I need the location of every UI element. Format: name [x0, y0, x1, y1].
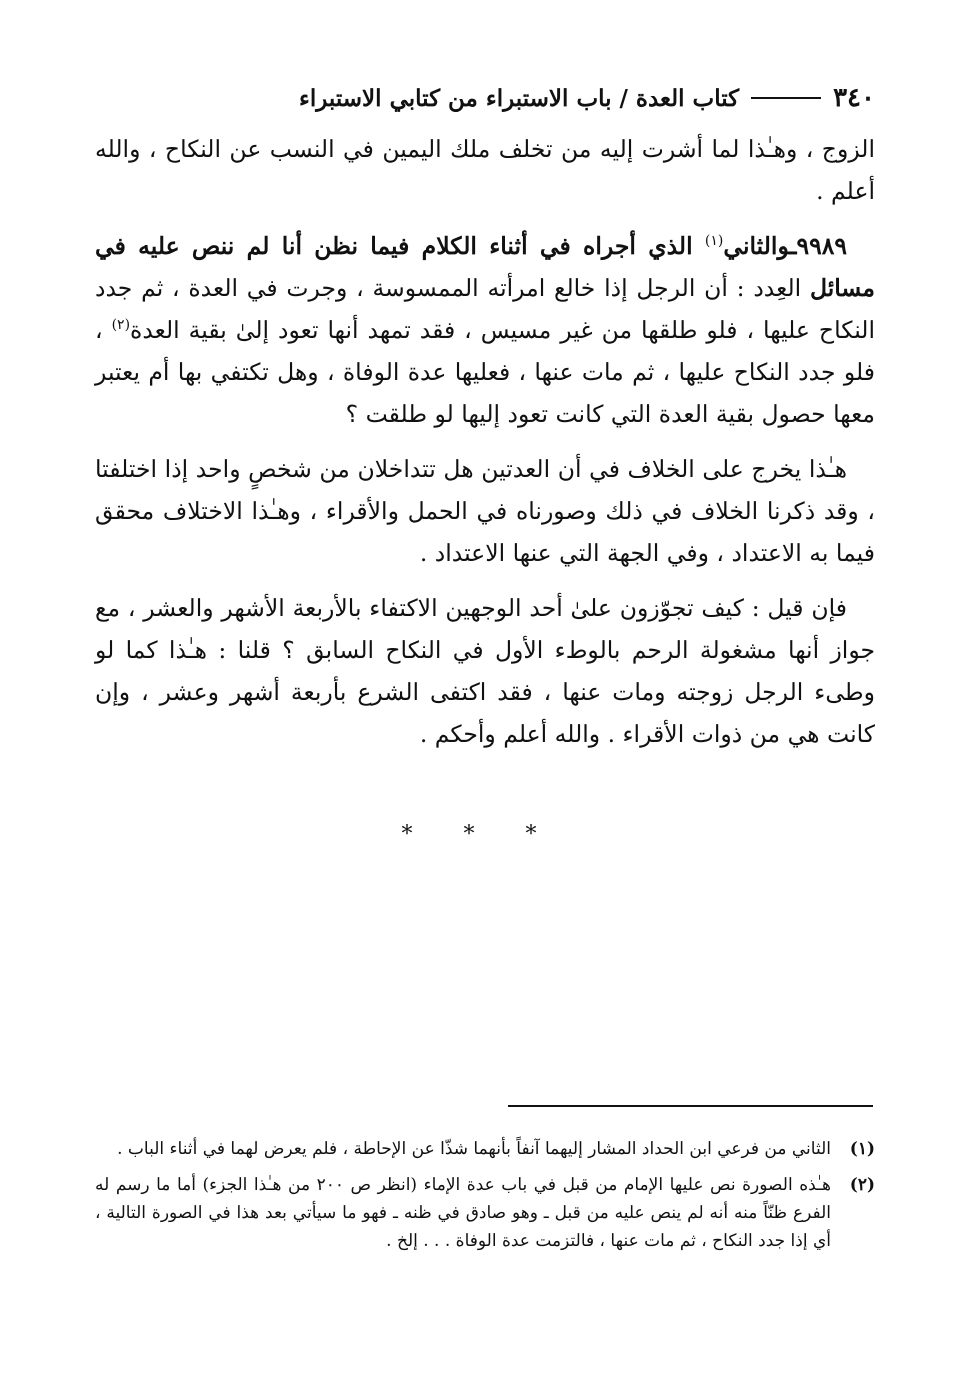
footnote-text: الثاني من فرعي ابن الحداد المشار إليهما آنفاً بأنهما شذّا عن الإحاطة ، فلم يعرض لهما في أثناء الباب . — [117, 1139, 831, 1159]
page-number: ٣٤٠ — [833, 83, 875, 113]
paragraph-continuation: الزوج ، وهـٰذا لما أشرت إليه من تخلف ملك اليمين في النسب عن النكاح ، والله أعلم . — [95, 135, 875, 205]
header-rule — [751, 97, 821, 99]
paragraph-issue — [95, 225, 875, 435]
issue-lead: والثاني — [723, 232, 790, 260]
issue-text-a: العِدد : أن الرجل إذا خالع امرأته الممسوسة ، وجرت في العدة ، ثم جدد النكاح عليها ، فلو طلقها من غير مسيس ، فقد تمهد أنها تعود إلىٰ بقية العدة — [95, 274, 876, 344]
paragraph-objection: فإن قيل : كيف تجوّزون علىٰ أحد الوجهين الاكتفاء بالأربعة الأشهر والعشر ، مع جواز أنها مشغولة الرحم بالوطء الأول في النكاح السابق ؟ قلنا : هـٰذا كما لو وطىء الرجل زوجته ومات عنها ، فقد اكتفى الشرع بأربعة أشهر وعشر ، وإن كانت هي من ذوات الأقراء . والله أعلم وأحكم . — [95, 594, 875, 748]
paragraph-answer: هـٰذا يخرج على الخلاف في أن العدتين هل تتداخلان من شخصٍ واحد إذا اختلفتا ، وقد ذكرنا الخلاف في ذلك وصورناه في الحمل والأقراء ، وهـٰذا الاختلاف محقق فيما به الاعتداد ، وفي الجهة التي عنها الاعتداد . — [95, 455, 875, 567]
footnote-text: هـٰذه الصورة نص عليها الإمام من قبل في باب عدة الإماء (انظر ص ٢٠٠ من هـٰذا الجزء) أما ما رسم له الفرع ظنّاً منه أنه لم ينص عليه من قبل ـ وهو صادق في ظنه ـ فهو ما سيأتي بعد هذا في الصورة التالية ، أي إذا جدد النكاح ، ثم مات عنها ، فالتزمت عدة الوفاة . . . إلخ . — [95, 1175, 831, 1251]
footnote-item — [95, 1135, 875, 1163]
page-header — [95, 78, 875, 118]
issue-text-b: ، فلو جدد النكاح عليها ، ثم مات عنها ، فعليها عدة الوفاة ، وهل تكتفي بها أم يعتبر معها حصول بقية العدة التي كانت تعود إليها لو طلقت ؟ — [95, 316, 875, 428]
footnotes — [95, 1135, 875, 1263]
footnote-number: (١) — [849, 1139, 875, 1159]
section-separator: * * * — [401, 822, 559, 847]
footnote-item — [95, 1171, 875, 1255]
running-title: كتاب العدة / باب الاستبراء من كتابي الاستبراء — [299, 84, 740, 112]
footnote-ref-2: (٢) — [111, 317, 131, 334]
issue-lead-continued: الذي أجراه في أثناء الكلام فيما نظن أنا لم ننص عليه في مسائل — [95, 232, 875, 302]
footnote-ref-1: (١) — [704, 233, 724, 250]
issue-number: ٩٩٨٩ـ — [789, 232, 847, 260]
footnote-rule — [508, 1105, 873, 1107]
footnote-number: (٢) — [849, 1175, 875, 1195]
main-text — [95, 128, 875, 768]
